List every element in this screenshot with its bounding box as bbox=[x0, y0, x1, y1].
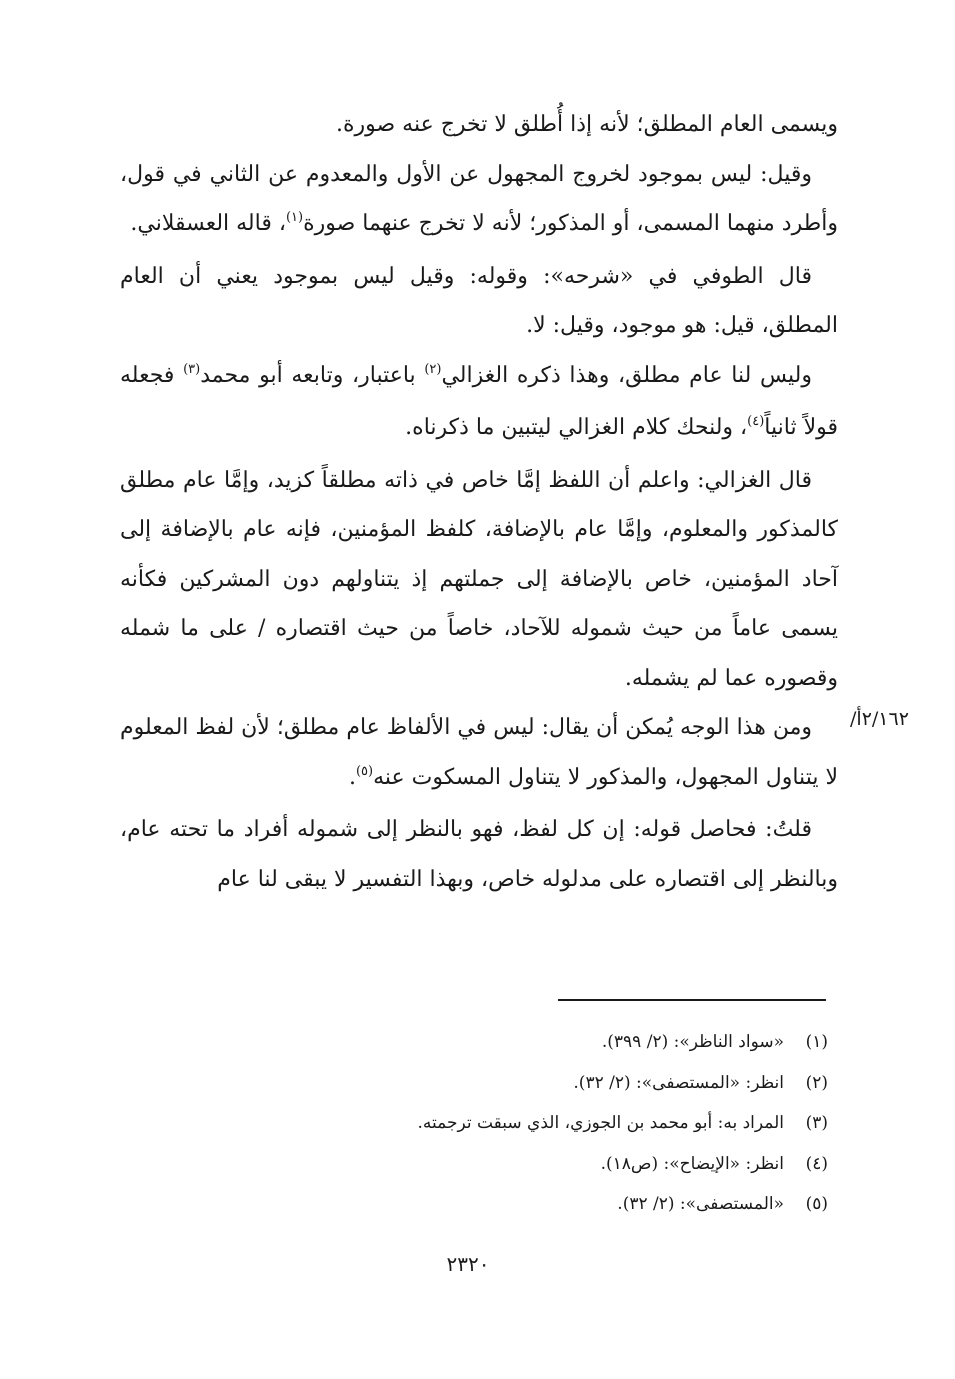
paragraph-text: ويسمى العام المطلق؛ لأنه إذا أُطلق لا تخرج عنه صورة. bbox=[335, 112, 838, 137]
paragraph-text: قال الطوفي في «شرحه»: وقوله: وقيل ليس بموجود يعني أن العام المطلق، قيل: هو موجود، وقيل: لا. bbox=[120, 263, 838, 338]
footnote-item bbox=[300, 1022, 828, 1063]
footnote-item bbox=[300, 1063, 828, 1104]
footnote-item bbox=[300, 1144, 828, 1185]
paragraph-text: ، ولنحك كلام الغزالي ليتبين ما ذكرناه. bbox=[405, 415, 748, 440]
footnote-number: (٢) bbox=[805, 1072, 828, 1093]
footnotes bbox=[300, 1022, 828, 1225]
footnote-item bbox=[300, 1103, 828, 1144]
footnote-text: انظر: «المستصفى»: (٢/ ٣٢). bbox=[573, 1072, 784, 1093]
paragraph bbox=[120, 456, 838, 704]
footnote-divider bbox=[558, 999, 826, 1001]
paragraph-text: ومن هذا الوجه يُمكن أن يقال: ليس في الألفاظ عام مطلق؛ لأن لفظ المعلوم لا يتناول المجهول، والمذكور لا يتناول المسكوت عنه bbox=[120, 715, 838, 790]
footnote-ref[interactable]: (١) bbox=[285, 210, 304, 225]
paragraph-text: ، قاله العسقلاني. bbox=[130, 211, 286, 236]
paragraph bbox=[120, 252, 838, 351]
footnote-ref[interactable]: (٢) bbox=[424, 361, 442, 377]
paragraph-text: قلتُ: فحاصل قوله: إن كل لفظ، فهو بالنظر إلى شموله أفراد ما تحته عام، وبالنظر إلى اقتصاره على مدلوله خاص، وبهذا التفسير لا يبقى لنا عام bbox=[120, 817, 838, 892]
paragraph bbox=[120, 150, 838, 252]
paragraph bbox=[120, 805, 838, 904]
manuscript-folio-note: /٢/١٦٢أ bbox=[850, 708, 909, 730]
footnote-text: «سواد الناظر»: (٢/ ٣٩٩). bbox=[601, 1032, 784, 1052]
footnote-ref[interactable]: (٣) bbox=[183, 361, 201, 377]
footnote-text: انظر: «الإيضاح»: (ص١٨). bbox=[600, 1153, 784, 1174]
footnote-number: (١) bbox=[805, 1032, 828, 1052]
paragraph-text: وقيل: ليس بموجود لخروج المجهول عن الأول والمعدوم عن الثاني في قول، وأطرد منهما المسمى، أو المذكور؛ لأنه لا تخرج عنهما صورة bbox=[120, 161, 838, 236]
paragraph bbox=[120, 703, 838, 805]
footnote-text: «المستصفى»: (٢/ ٣٢). bbox=[617, 1194, 784, 1214]
footnote-text: المراد به: أبو محمد بن الجوزي، الذي سبقت ترجمته. bbox=[417, 1113, 784, 1133]
paragraph-text: باعتبار، وتابعه أبو محمد bbox=[200, 362, 425, 388]
paragraph bbox=[120, 351, 838, 456]
footnote-number: (٥) bbox=[805, 1194, 828, 1214]
paragraph-text: . bbox=[348, 764, 356, 790]
paragraph bbox=[120, 100, 838, 150]
footnote-ref[interactable]: (٤) bbox=[747, 414, 765, 429]
paragraph-text: فجعله قولاً ثانياً bbox=[120, 362, 838, 440]
paragraph-text: وليس لنا عام مطلق، وهذا ذكره الغزالي bbox=[441, 362, 813, 388]
paragraph-text: قال الغزالي: واعلم أن اللفظ إمَّا خاص في ذاته مطلقاً كزيد، وإمَّا عام مطلق كالمذكور والمعلوم، وإمَّا عام بالإضافة، كلفظ المؤمنين، فإنه عام بالإضافة إلى آحاد المؤمنين، خاص بالإضافة إلى جملتهم إذ يتناولهم دون المشركين فكأنه يسمى عاماً من حيث شموله للآحاد، خاصاً من حيث اقتصاره / على ما شمله وقصوره عما لم يشمله. bbox=[120, 467, 838, 691]
page-number: ٢٣٢٠ bbox=[446, 1252, 490, 1276]
main-text bbox=[120, 100, 838, 904]
footnote-number: (٣) bbox=[805, 1113, 828, 1133]
footnote-number: (٤) bbox=[805, 1153, 828, 1174]
footnote-ref[interactable]: (٥) bbox=[355, 763, 374, 779]
footnote-item bbox=[300, 1184, 828, 1225]
